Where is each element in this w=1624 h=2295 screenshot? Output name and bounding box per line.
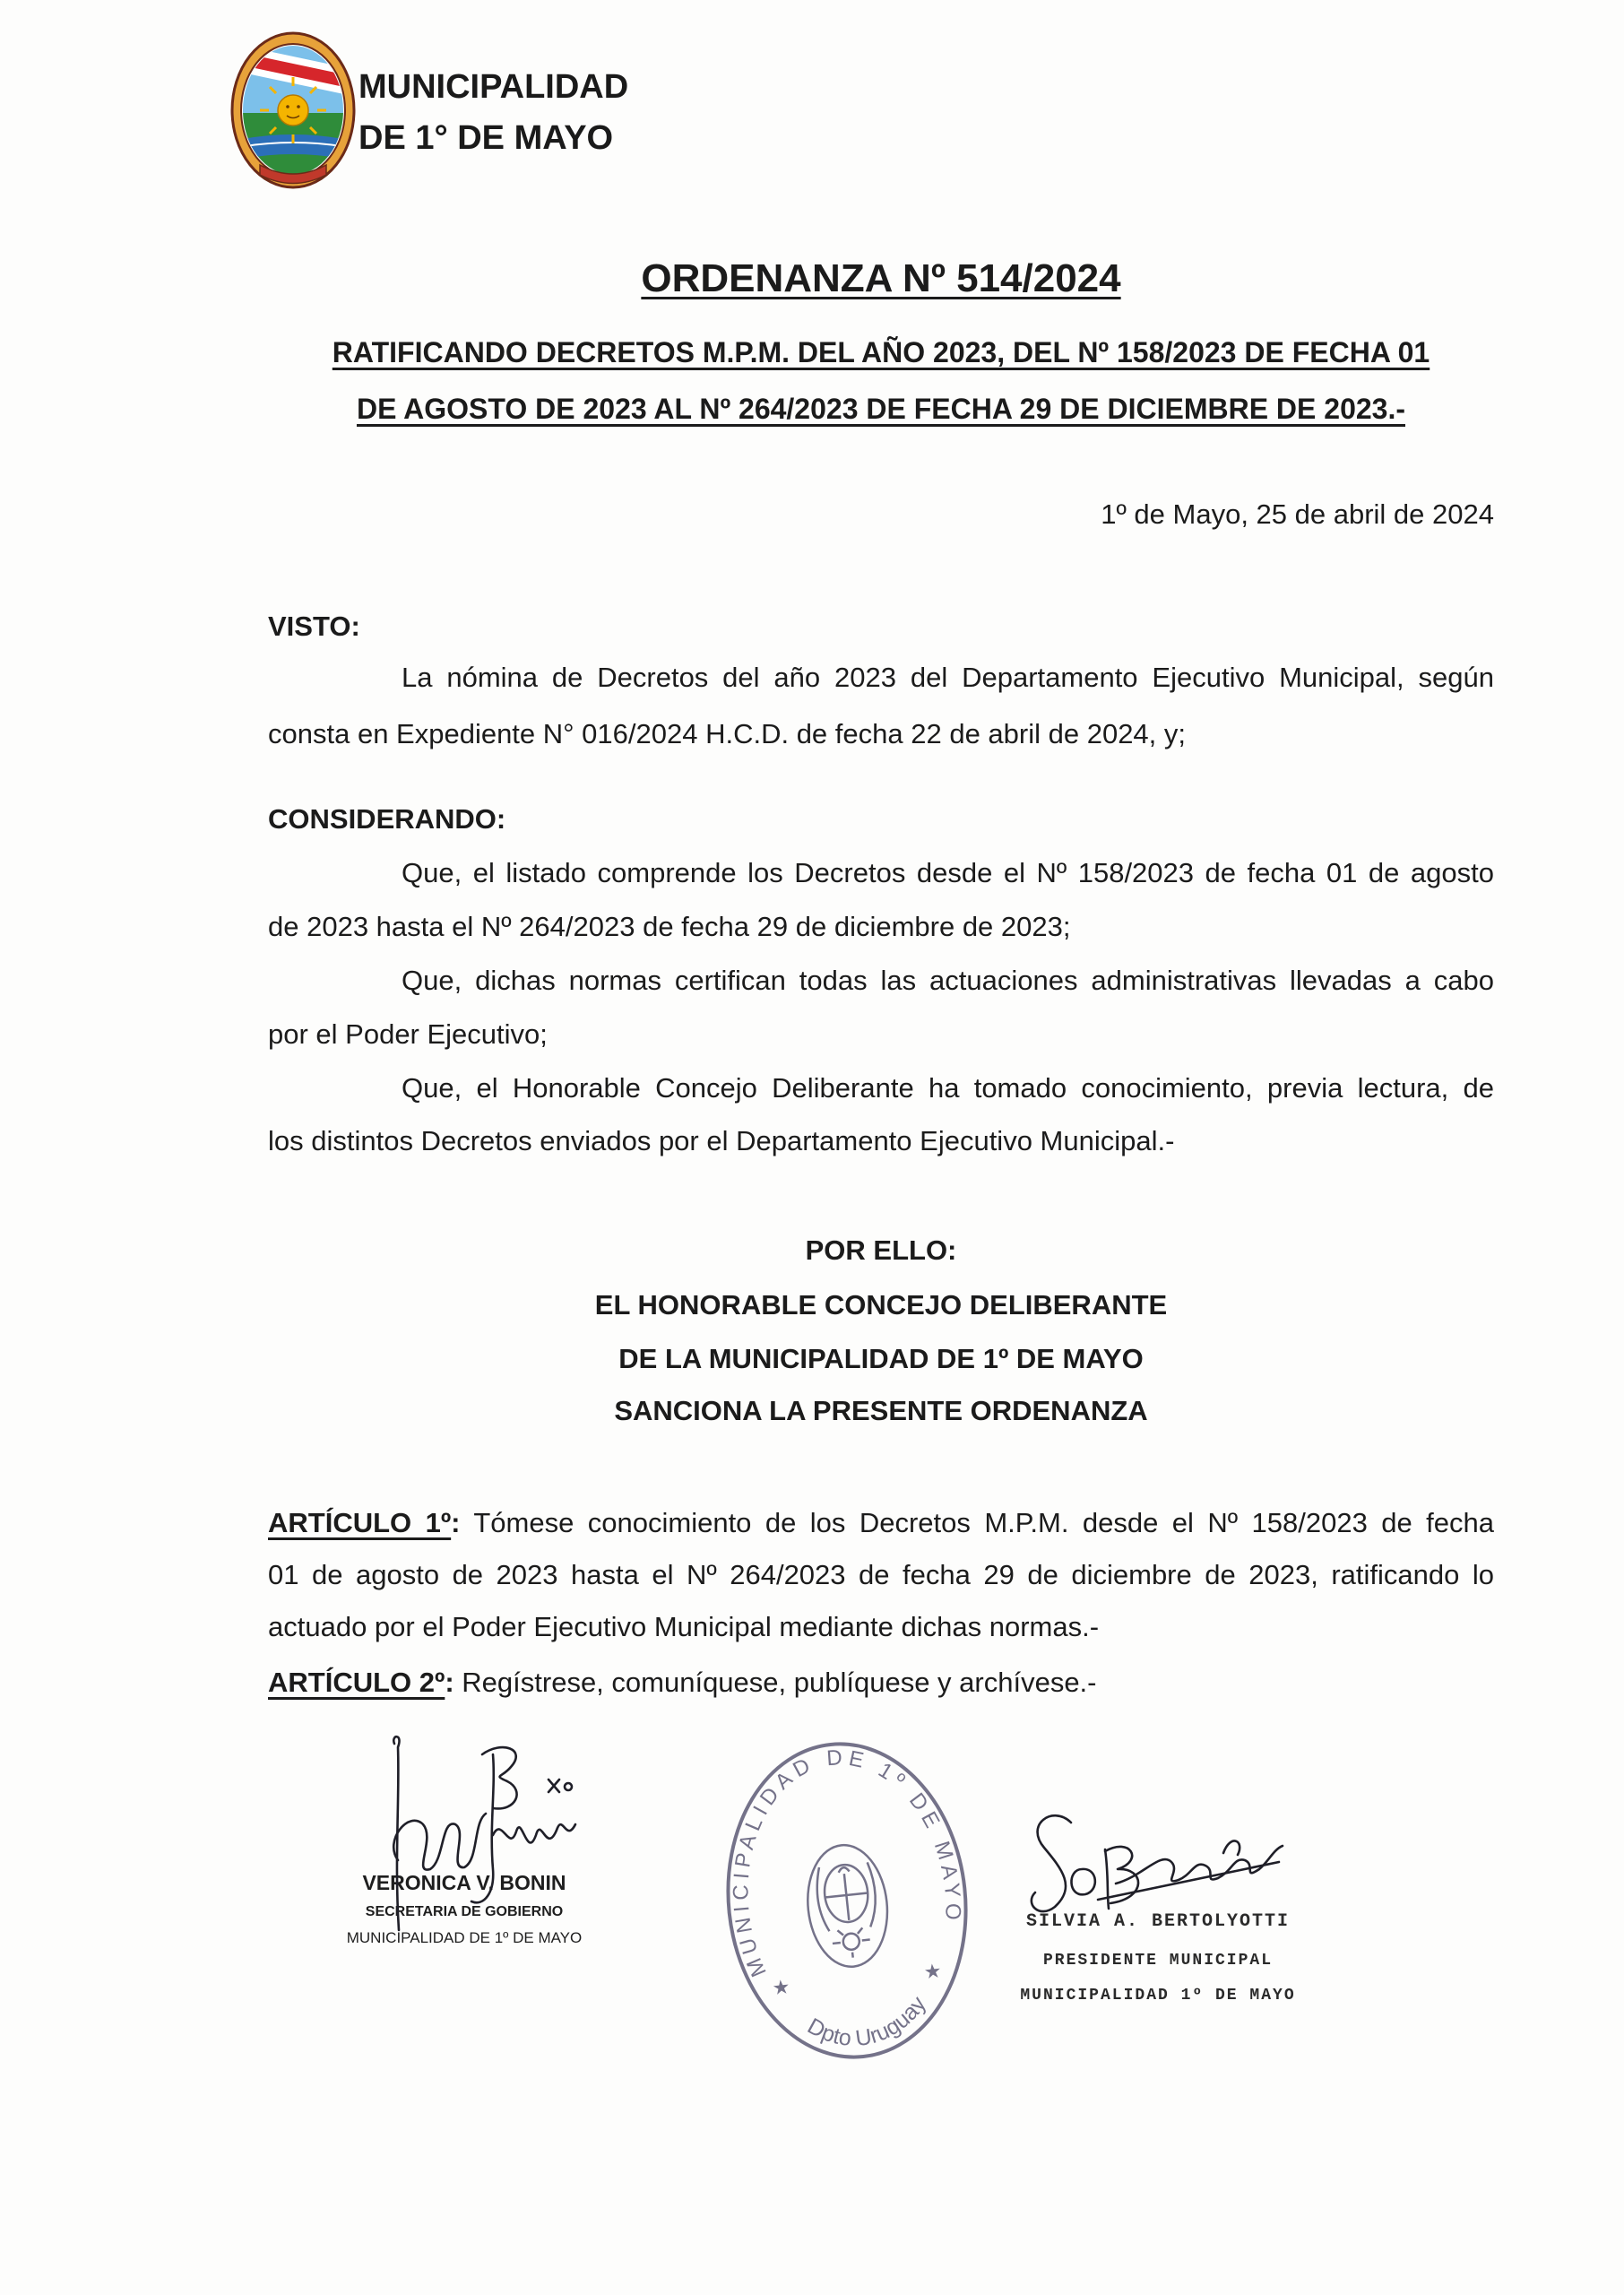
svg-text:MUNICIPALIDAD DE 1º DE MAYO [714,1734,972,1981]
considerando-line: Que, el listado comprende los Decretos desde el Nº 158/2023 de fecha 01 de agosto [402,857,1494,888]
article-1-text: Tómese conocimiento de los Decretos M.P.M. desde el Nº 158/2023 de fecha [473,1507,1494,1538]
article-2-line [268,1665,1494,1701]
seal-star-icon: ★ [771,1976,791,2001]
ordinance-title [268,255,1494,302]
svg-text:Dpto Uruguay [800,1989,936,2057]
visto-line: La nómina de Decretos del año 2023 del Departamento Ejecutivo Municipal, según [402,662,1494,693]
municipality-name-line2: DE 1° DE MAYO [358,119,614,157]
considerando-heading: CONSIDERANDO: [268,803,506,835]
enacting-clause-line: EL HONORABLE CONCEJO DELIBERANTE [594,1289,1168,1321]
considerando-line: Que, dichas normas certifican todas las actuaciones administrativas llevadas a cabo [402,965,1494,996]
signatory-2-name: SILVIA A. BERTOLYOTTI [1025,1911,1291,1932]
considerando-line: por el Poder Ejecutivo; [268,1018,548,1050]
ordinance-subtitle-text: RATIFICANDO DECRETOS M.P.M. DEL AÑO 2023, DEL Nº 158/2023 DE FECHA 01 [332,336,1430,368]
article-1-line: actuado por el Poder Ejecutivo Municipal mediante dichas normas.- [268,1611,1100,1642]
article-1-colon: : [451,1507,461,1538]
considerando-line: los distintos Decretos enviados por el Departamento Ejecutivo Municipal.- [268,1125,1175,1156]
article-2-label: ARTÍCULO 2º [268,1667,445,1698]
article-1-line [268,1505,1494,1541]
visto-heading: VISTO: [268,611,360,642]
coat-of-arms-icon [802,1841,894,1970]
seal-ring-text: MUNICIPALIDAD DE 1º DE MAYO [729,1745,965,1980]
municipal-emblem-icon [229,30,357,190]
signature-2-handwriting [1008,1797,1295,1977]
signatory-1-name: VERONICA V. BONIN [362,1871,566,1894]
municipality-name-line1: MUNICIPALIDAD [358,68,629,106]
signatory-1-org: MUNICIPALIDAD DE 1º DE MAYO [346,1929,583,1946]
ordinance-subtitle-line [268,389,1494,429]
seal-star-icon: ★ [922,1960,943,1985]
article-1-label: ARTÍCULO 1º [268,1507,452,1538]
ordinance-subtitle-text: DE AGOSTO DE 2023 AL Nº 264/2023 DE FECHA 29 DE DICIEMBRE DE 2023.- [356,393,1405,425]
enacting-clause-line: DE LA MUNICIPALIDAD DE 1º DE MAYO [618,1343,1144,1374]
signatory-1-role: SECRETARIA DE GOBIERNO [365,1904,564,1919]
article-1-line: 01 de agosto de 2023 hasta el Nº 264/2023 de fecha 29 de diciembre de 2023, ratificando lo [268,1559,1494,1590]
signature-1-handwriting [358,1726,592,1950]
considerando-line: de 2023 hasta el Nº 264/2023 de fecha 29 de diciembre de 2023; [268,911,1071,942]
considerando-line: Que, el Honorable Concejo Deliberante ha tomado conocimiento, previa lectura, de [402,1072,1494,1104]
article-2-colon: : [445,1667,454,1698]
signatory-2-role: PRESIDENTE MUNICIPAL [1042,1952,1274,1970]
ordinance-subtitle-line [268,333,1494,372]
por-ello-heading: POR ELLO: [805,1234,957,1266]
official-seal [717,1730,977,2071]
signatory-2-org: MUNICIPALIDAD 1º DE MAYO [1020,1987,1296,2005]
article-2-text: Regístrese, comuníquese, publíquese y archívese.- [462,1667,1097,1698]
ordinance-title-text: ORDENANZA Nº 514/2024 [641,256,1121,300]
visto-line: consta en Expediente N° 016/2024 H.C.D. de fecha 22 de abril de 2024, y; [268,718,1187,749]
seal-bottom-text: Dpto Uruguay [803,1991,931,2052]
document-date: 1º de Mayo, 25 de abril de 2024 [1101,498,1494,530]
enacting-clause-line: SANCIONA LA PRESENTE ORDENANZA [614,1395,1148,1426]
